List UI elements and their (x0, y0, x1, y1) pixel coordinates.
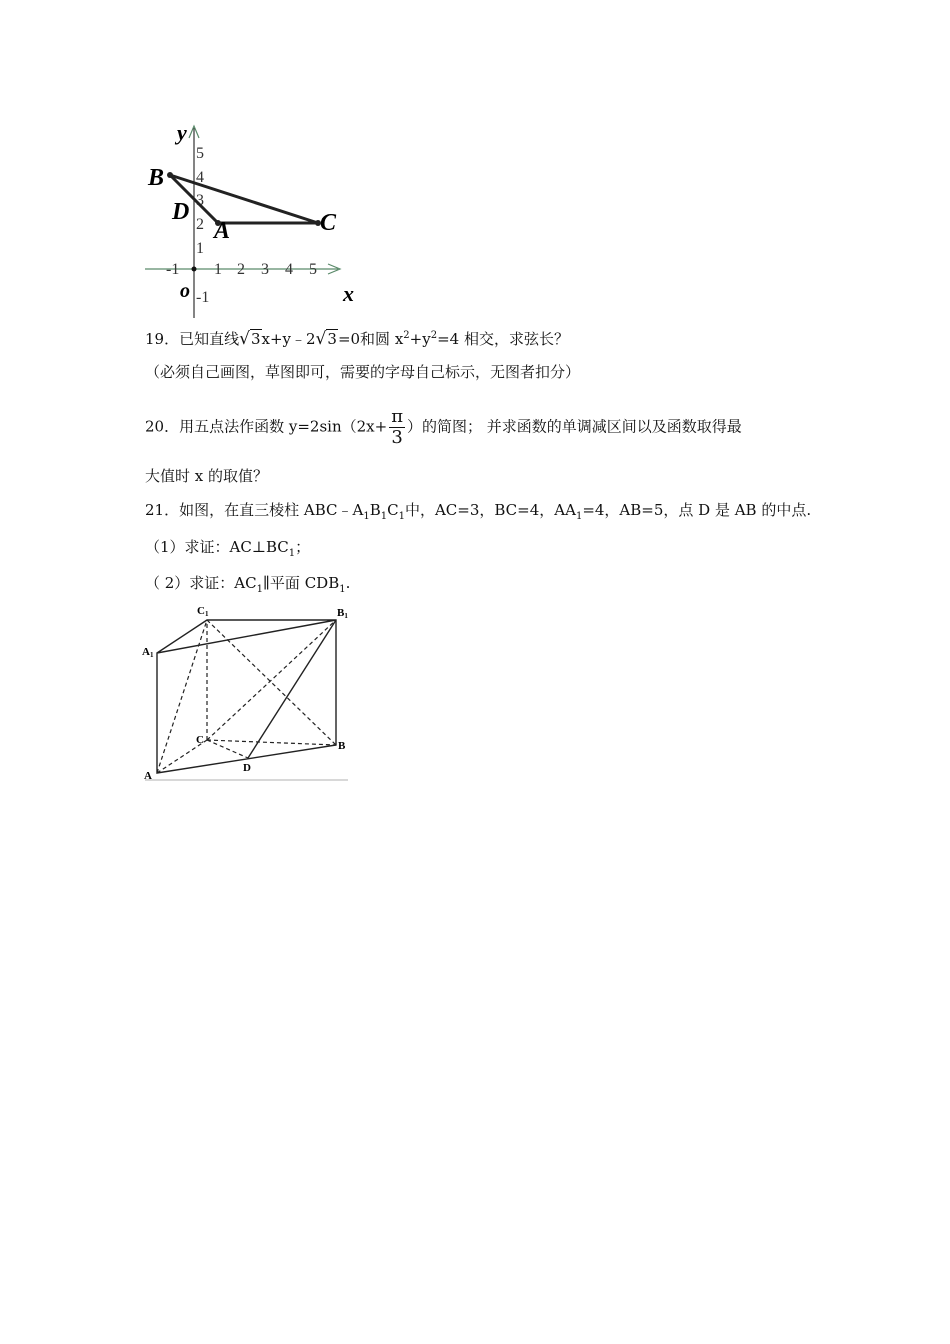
edge-c-d (207, 740, 248, 758)
point-a-label: A (214, 218, 231, 244)
x-tick: 3 (261, 261, 269, 278)
prism-figure (140, 600, 355, 785)
y-tick: 3 (196, 192, 204, 209)
y-tick: 2 (196, 216, 204, 233)
polygon-bdac (170, 175, 318, 223)
y-tick: 1 (196, 240, 204, 257)
question-20: 20．用五点法作函数 y=2sin（2x+ $\frac{\pi}{3}$ ）的简图； 并求函数的单调减区间以及函数取得最 (145, 406, 742, 448)
y-axis-label: y (177, 120, 187, 145)
question-number: 21． (145, 501, 180, 519)
point-b-dot (167, 172, 173, 178)
question-21-part1: （1）求证：$AC\perp BC_1$； (145, 538, 311, 559)
edge-d-b1 (248, 620, 336, 758)
y-tick: -1 (196, 289, 210, 306)
label-a: A (144, 770, 152, 782)
sqrt-expression: √3 (239, 329, 261, 349)
coordinate-graph (140, 118, 370, 323)
edge-c-b (207, 740, 336, 745)
y-tick: 4 (196, 169, 204, 186)
question-20-line2: 大值时 x 的取值？ (145, 467, 268, 485)
label-c: C (196, 734, 204, 746)
origin-label: o (180, 280, 190, 302)
label-d: D (243, 762, 251, 774)
x-tick: 2 (237, 261, 245, 278)
question-number: 19． (145, 330, 180, 348)
point-b-label: B (148, 165, 165, 191)
question-19-note: （必须自己画图，草图即可，需要的字母自己标示，无图者扣分） (145, 363, 581, 381)
label-a1: A1 (142, 646, 154, 659)
point-c-label: C (320, 210, 337, 236)
origin-dot (192, 267, 197, 272)
x-tick: 1 (214, 261, 222, 278)
x-tick: -1 (166, 261, 180, 278)
x-axis-label: x (343, 281, 354, 306)
x-tick: 5 (309, 261, 317, 278)
label-b1: B1 (337, 607, 348, 620)
fraction-pi-over-3: $\frac{\pi}{3}$ (391, 406, 404, 448)
edge-a-c1 (157, 620, 207, 773)
label-c1: C1 (197, 605, 209, 618)
point-d-label: D (172, 199, 190, 225)
question-21-part2: （ 2）求证：$AC_1\parallel$平面 $CDB_1$. (145, 574, 351, 595)
prism-solid-edges (157, 620, 336, 773)
x-tick: 4 (285, 261, 293, 278)
question-19: 19．已知直线√3x+y﹣2√3=0和圆 $x^2+y^2=4$ 相交，求弦长？ (145, 329, 569, 349)
question-number: 20． (145, 417, 180, 436)
label-b: B (338, 740, 346, 752)
question-21: 21．如图，在直三棱柱 $ABC﹣A_1B_1C_1$中，AC=3，BC=4，$AA_1=4$，AB=5，点 D 是 AB 的中点. (145, 501, 812, 522)
y-tick: 5 (196, 145, 204, 162)
sqrt-expression: √3 (315, 329, 337, 349)
